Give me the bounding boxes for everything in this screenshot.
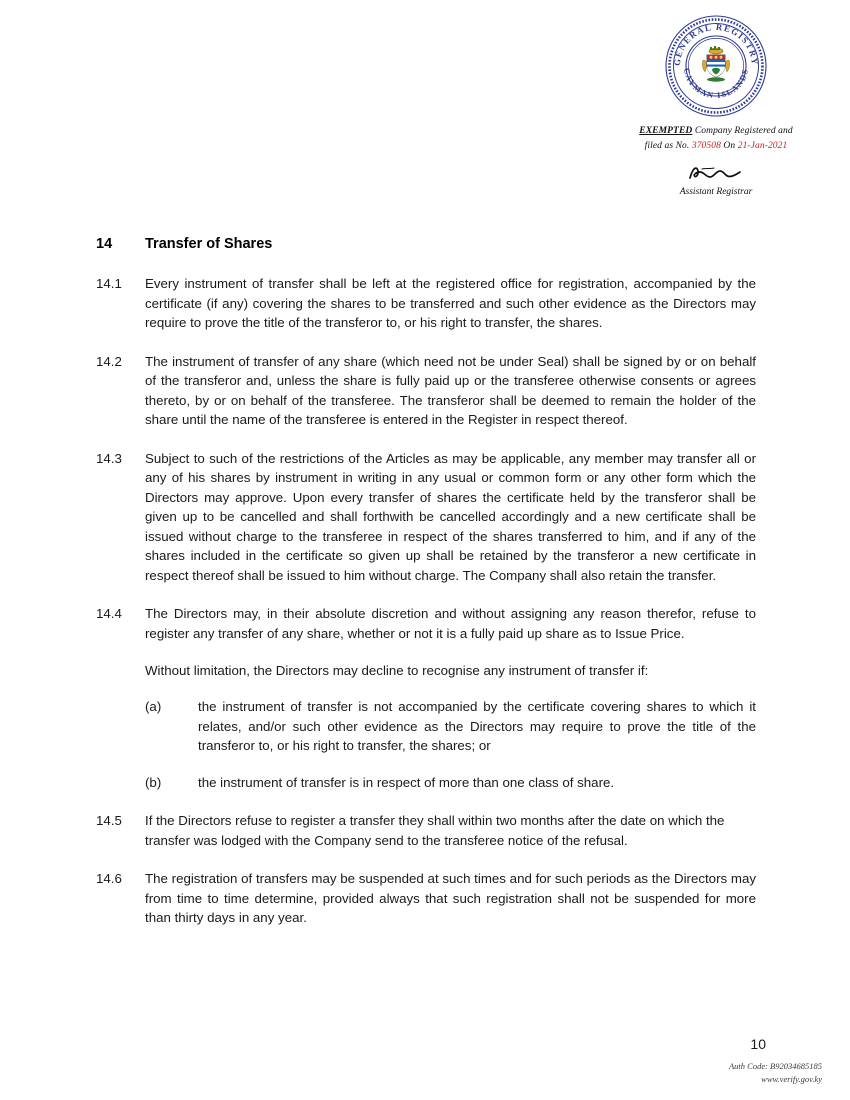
section-number: 14 [96, 236, 113, 252]
clause-body [145, 604, 756, 792]
stamp-registration-line-2 [616, 139, 816, 154]
general-registry-seal-icon [664, 14, 768, 118]
subclause-label: (a) [145, 699, 162, 715]
clause-14-3 [96, 449, 756, 586]
subclause-text: the instrument of transfer is not accompanied by the certificate covering shares to which it relates, and/or such other evidence as the Directors may require to prove the title of the transferor to, or his right to transfer, the shares; or [198, 699, 756, 754]
footer-verification [729, 1060, 822, 1086]
clause-number: 14.6 [96, 871, 122, 887]
svg-text:GENERAL REGISTRY: GENERAL REGISTRY [671, 21, 761, 67]
clause-number: 14.4 [96, 606, 122, 622]
clause-14-2 [96, 352, 756, 430]
verify-url: www.verify.gov.ky [761, 1073, 822, 1084]
clause-number: 14.3 [96, 450, 122, 466]
clause-14-4 [96, 604, 756, 792]
stamp-exempted-label: EXEMPTED [639, 126, 693, 136]
clause-14-5 [96, 811, 756, 850]
clause-number: 14.5 [96, 813, 122, 829]
subclause-text: the instrument of transfer is in respect of more than one class of share. [198, 774, 615, 790]
stamp-registration-line-1 [616, 124, 816, 139]
stamp-line1-rest: Company Registered and [692, 126, 793, 136]
document-body [96, 236, 756, 947]
stamp-filed-prefix: filed as No. [644, 140, 692, 151]
clause-14-1 [96, 274, 756, 333]
clause-text: The registration of transfers may be suspended at such times and for such periods as the Directors may from time to time determine, provided always that such registration shall not be suspended for more than thirty days in any year. [145, 871, 756, 926]
registry-stamp [616, 14, 816, 197]
auth-code: Auth Code: B92034685185 [728, 1061, 822, 1071]
subclause-a [145, 697, 756, 756]
svg-text:CAYMAN ISLANDS: CAYMAN ISLANDS [681, 67, 751, 101]
subclause-label: (b) [145, 774, 162, 790]
clause-14-6 [96, 869, 756, 928]
page-number: 10 [750, 1036, 766, 1052]
stamp-on-label: On [720, 140, 738, 151]
section-heading [96, 236, 756, 252]
clause-text: The instrument of transfer of any share (which need not be under Seal) shall be signed by or on behalf of the transferor and, unless the share is fully paid up or the transferee otherwise consents or agrees thereto, by or on behalf of the transferee. The transferor shall be deemed to remain the holder of the share until the name of the transferee is entered in the Register in respect thereof. [145, 353, 756, 428]
stamp-registration-number: 370508 [691, 140, 721, 151]
assistant-registrar-label: Assistant Registrar [679, 187, 753, 198]
clause-number: 14.2 [96, 353, 122, 369]
clause-text: Subject to such of the restrictions of the Articles as may be applicable, any member may transfer all or any of his shares by instrument in writing in any usual or common form or any other form which the Directors may approve. Upon every transfer of shares the certificate held by the transferor shall be given up to be cancelled and shall forthwith be cancelled accordingly and a new certificate shall be issued without charge to the transferee in respect of the shares transferred to him, and if any of the shares included in the certificate so given up shall be retained by the transferor a new certificate in respect thereof shall be issued to him without charge. The Company shall also retain the transfer. [145, 450, 756, 583]
stamp-registration-date: 21-Jan-2021 [737, 140, 788, 151]
registrar-signature-icon [686, 163, 746, 185]
clause-text: Every instrument of transfer shall be left at the registered office for registration, accompanied by the certificate (if any) covering the shares to be transferred and such other evidence as the Directors may require to prove the title of the transferor to, or his right to transfer, the shares. [145, 276, 756, 331]
subclause-b [145, 773, 756, 793]
clause-lead-in: Without limitation, the Directors may decline to recognise any instrument of transfer if: [145, 662, 649, 678]
clause-number: 14.1 [96, 276, 122, 291]
clause-text: If the Directors refuse to register a transfer they shall within two months after the date on which the transfer was lodged with the Company send to the transferee notice of the refusal. [145, 813, 725, 848]
clause-text: The Directors may, in their absolute discretion and without assigning any reason therefor, refuse to register any transfer of any share, whether or not it is a fully paid up share as to Issue Price. [145, 606, 756, 641]
page-title: Transfer of Shares [145, 236, 273, 252]
